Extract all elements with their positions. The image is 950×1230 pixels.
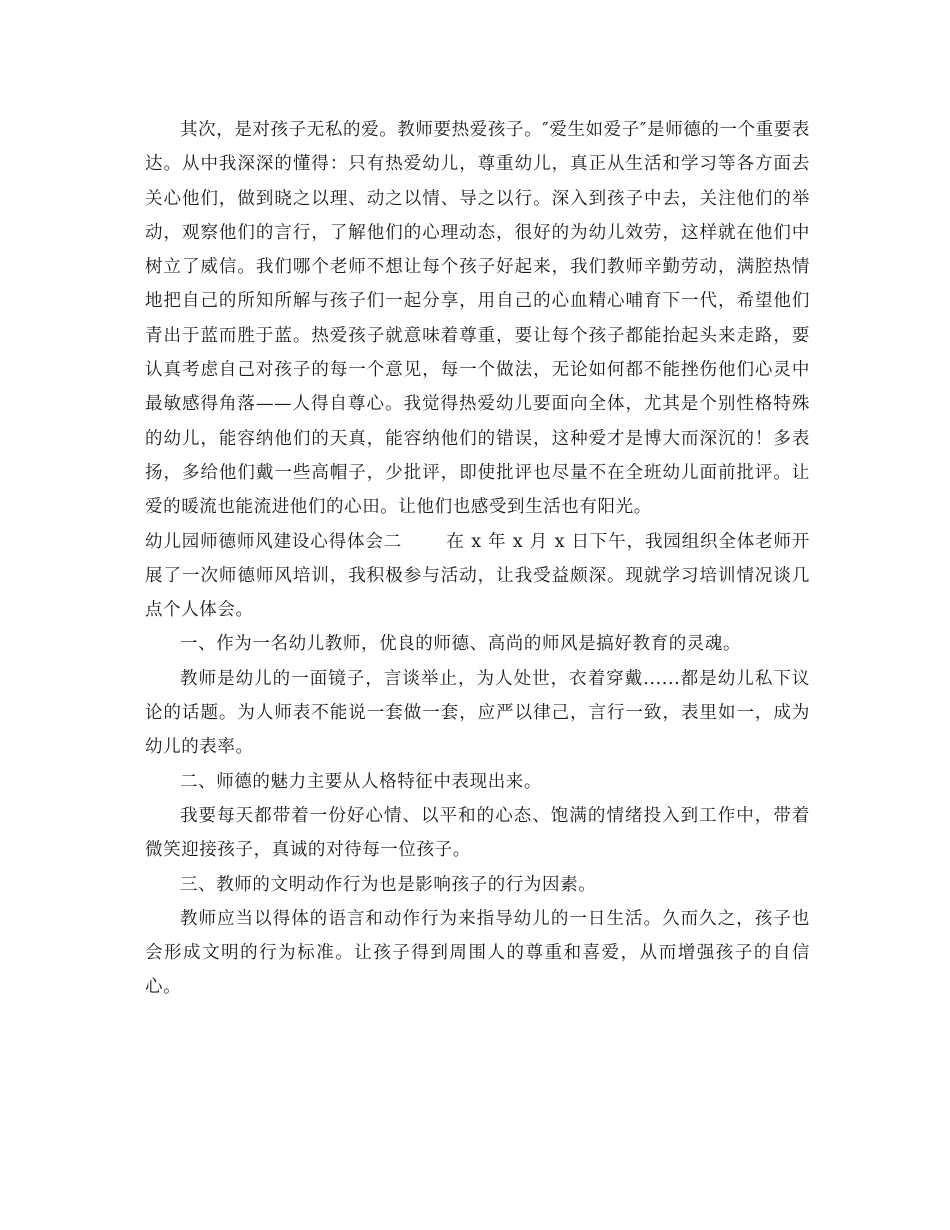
paragraph-civilized-behavior: 教师应当以得体的语言和动作行为来指导幼儿的一日生活。久而久之，孩子也会形成文明的行为标准。让孩子得到周围人的尊重和喜爱，从而增强孩子的自信心。: [145, 908, 810, 998]
document-body: [145, 113, 810, 1005]
paragraph-teacher-mirror: 教师是幼儿的一面镜子，言谈举止，为人处世，衣着穿戴......都是幼儿私下议论的话题。为人师表不能说一套做一套，应严以律己，言行一致，表里如一，成为幼儿的表率。: [145, 668, 810, 758]
paragraph-section-two-intro: [145, 525, 810, 628]
point-one-heading: 一、作为一名幼儿教师，优良的师德、高尚的师风是搞好教育的灵魂。: [180, 634, 742, 655]
section-heading: 幼儿园师德师风建设心得体会二: [145, 531, 403, 552]
paragraph-love-for-children: 其次，是对孩子无私的爱。教师要热爱孩子。″爱生如爱子″是师德的一个重要表达。从中我深深的懂得：只有热爱幼儿，尊重幼儿，真正从生活和学习等各方面去关心他们，做到晓之以理、动之以情、导之以行。深入到孩子中去，关注他们的举动，观察他们的言行，了解他们的心理动态，很好的为幼儿效劳，这样就在他们中树立了威信。我们哪个老师不想让每个孩子好起来，我们教师辛勤劳动，满腔热情地把自己的所知所解与孩子们一起分享，用自己的心血精心哺育下一代，希望他们青出于蓝而胜于蓝。热爱孩子就意味着尊重，要让每个孩子都能抬起头来走路，要认真考虑自己对孩子的每一个意见，每一个做法，无论如何都不能挫伤他们心灵中最敏感得角落——人得自尊心。我觉得热爱幼儿要面向全体，尤其是个别性格特殊的幼儿，能容纳他们的天真，能容纳他们的错误，这种爱才是博大而深沉的！多表扬，多给他们戴一些高帽子，少批评，即使批评也尽量不在全班幼儿面前批评。让爱的暖流也能流进他们的心田。让他们也感受到生活也有阳光。: [145, 120, 810, 518]
point-three-heading: 三、教师的文明动作行为也是影响孩子的行为因素。: [180, 874, 597, 895]
paragraph-good-mood: 我要每天都带着一份好心情、以平和的心态、饱满的情绪投入到工作中，带着微笑迎接孩子，真诚的对待每一位孩子。: [145, 805, 810, 861]
section-intro-text: 在 x 年 x 月 x 日下午，我园组织全体老师开展了一次师德师风培训，我积极参与活动，让我受益颇深。现就学习培训情况谈几点个人体会。: [145, 531, 810, 621]
point-two-heading: 二、师德的魅力主要从人格特征中表现出来。: [180, 771, 542, 792]
